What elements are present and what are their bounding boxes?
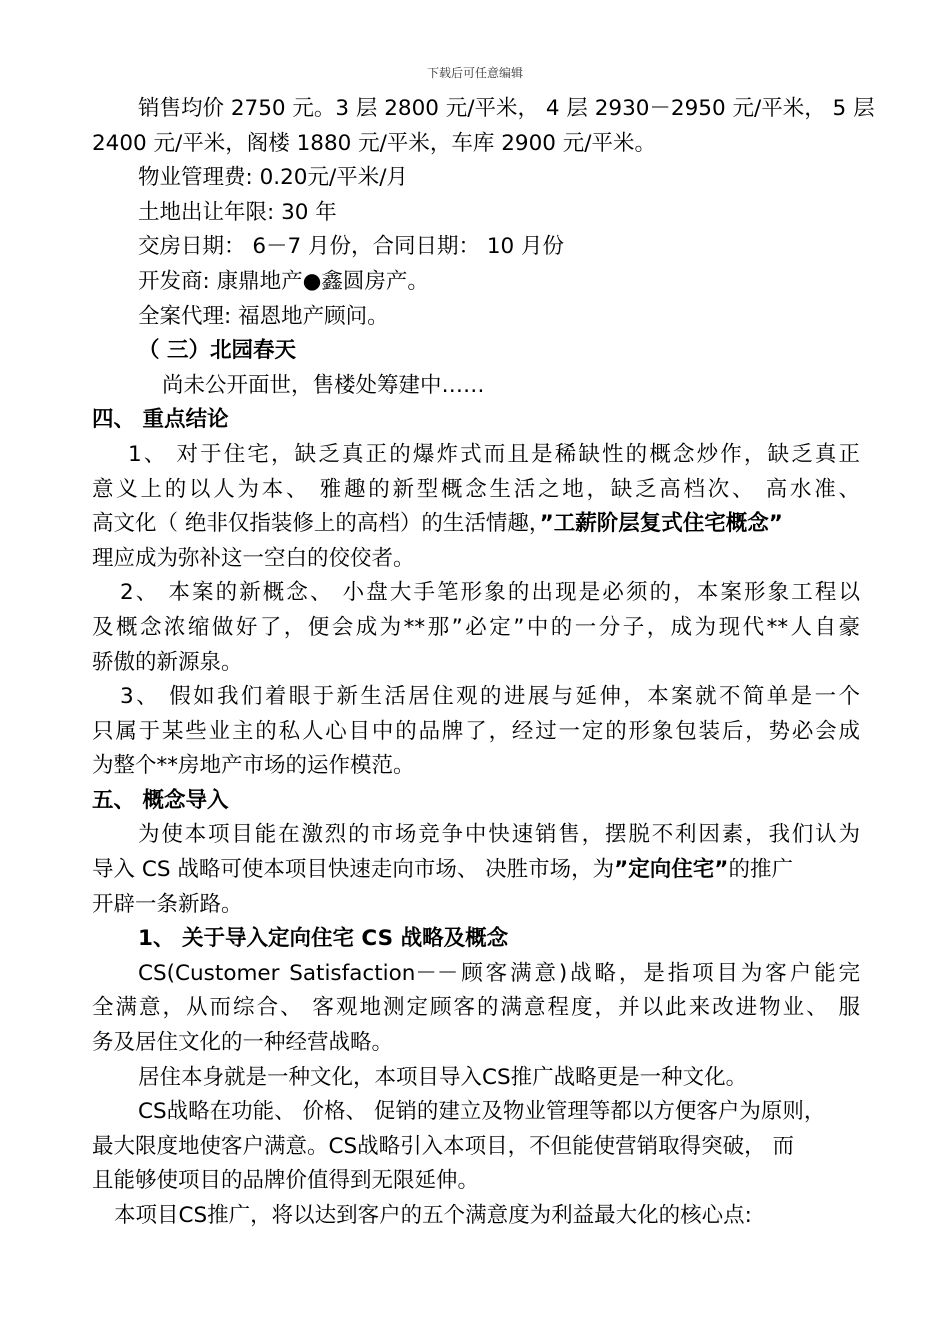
paragraph-line: 尚未公开面世，售楼处筹建中…… — [162, 372, 485, 398]
paragraph-line: 及概念浓缩做好了，便会成为**那”必定”中的一分子，成为现代**人自豪 — [92, 614, 860, 640]
subsection-heading: 1、 关于导入定向住宅 CS 战略及概念 — [138, 926, 509, 952]
paragraph-line: 且能够使项目的品牌价值得到无限延伸。 — [92, 1168, 480, 1194]
paragraph-line: 销售均价 2750 元。3 层 2800 元/平米， 4 层 2930－2950 元/平米， 5 层 — [138, 96, 875, 121]
paragraph-line: CS战略在功能、 价格、 促销的建立及物业管理等都以方便客户为原则， — [138, 1099, 826, 1125]
paragraph-line: 开发商: 康鼎地产●鑫圆房产。 — [138, 268, 429, 294]
section-heading: （ 三）北园春天 — [138, 338, 296, 364]
paragraph-line: 本项目CS推广，将以达到客户的五个满意度为利益最大化的核心点: — [114, 1203, 752, 1228]
text-run: 的推广 — [728, 857, 793, 883]
section-heading: 四、 重点结论 — [92, 407, 229, 433]
document-body — [92, 92, 875, 1234]
emphasis-text: ”定向住宅” — [614, 857, 729, 883]
paragraph-line: 3、 假如我们着眼于新生活居住观的进展与延伸，本案就不简单是一个 — [120, 684, 860, 710]
paragraph-line: 最大限度地使客户满意。CS战略引入本项目，不但能使营销取得突破， 而 — [92, 1133, 794, 1159]
section-heading: 五、 概念导入 — [92, 787, 229, 813]
paragraph-line: 为使本项目能在激烈的市场竞争中快速销售，摆脱不利因素，我们认为 — [138, 822, 860, 848]
paragraph-line: 开辟一条新路。 — [92, 891, 243, 917]
paragraph-line: 2、 本案的新概念、 小盘大手笔形象的出现是必须的，本案形象工程以 — [120, 580, 860, 606]
paragraph-line: 交房日期： 6－7 月份，合同日期： 10 月份 — [138, 234, 565, 260]
paragraph-line: 为整个**房地产市场的运作模范。 — [92, 753, 415, 779]
paragraph-line: 理应成为弥补这一空白的佼佼者。 — [92, 545, 415, 571]
paragraph-line: 2400 元/平米，阁楼 1880 元/平米，车库 2900 元/平米。 — [92, 130, 657, 156]
paragraph-line: 务及居住文化的一种经营战略。 — [92, 1030, 394, 1056]
paragraph-line: 土地出让年限: 30 年 — [138, 199, 337, 225]
paragraph-line: 物业管理费: 0.20元/平米/月 — [138, 165, 408, 191]
paragraph-line: 意义上的以人为本、 雅趣的新型概念生活之地，缺乏高档次、 高水准、 — [92, 476, 860, 502]
text-run: 高文化（ 绝非仅指装修上的高档）的生活情趣， — [92, 511, 540, 537]
paragraph-line — [92, 853, 860, 888]
paragraph-line — [92, 507, 860, 542]
paragraph-line: 骄傲的新源泉。 — [92, 649, 243, 675]
paragraph-line: 1、 对于住宅，缺乏真正的爆炸式而且是稀缺性的概念炒作，缺乏真正 — [128, 441, 860, 467]
emphasis-text: ”工薪阶层复式住宅概念” — [539, 511, 783, 537]
text-run: 导入 CS 战略可使本项目快速走向市场、 决胜市场，为 — [92, 857, 615, 883]
paragraph-line: 居住本身就是一种文化，本项目导入CS推广战略更是一种文化。 — [138, 1064, 748, 1090]
paragraph-line: 全满意，从而综合、 客观地测定顾客的满意程度，并以此来改进物业、 服 — [92, 995, 860, 1021]
paragraph-line: 只属于某些业主的私人心目中的品牌了，经过一定的形象包装后，势必会成 — [92, 718, 860, 744]
paragraph-line: CS(Customer Satisfaction－－顾客满意)战略，是指项目为客户能完 — [138, 960, 860, 986]
page-header: 下载后可任意编辑 — [426, 66, 523, 80]
paragraph-line: 全案代理: 福恩地产顾问。 — [138, 303, 389, 329]
